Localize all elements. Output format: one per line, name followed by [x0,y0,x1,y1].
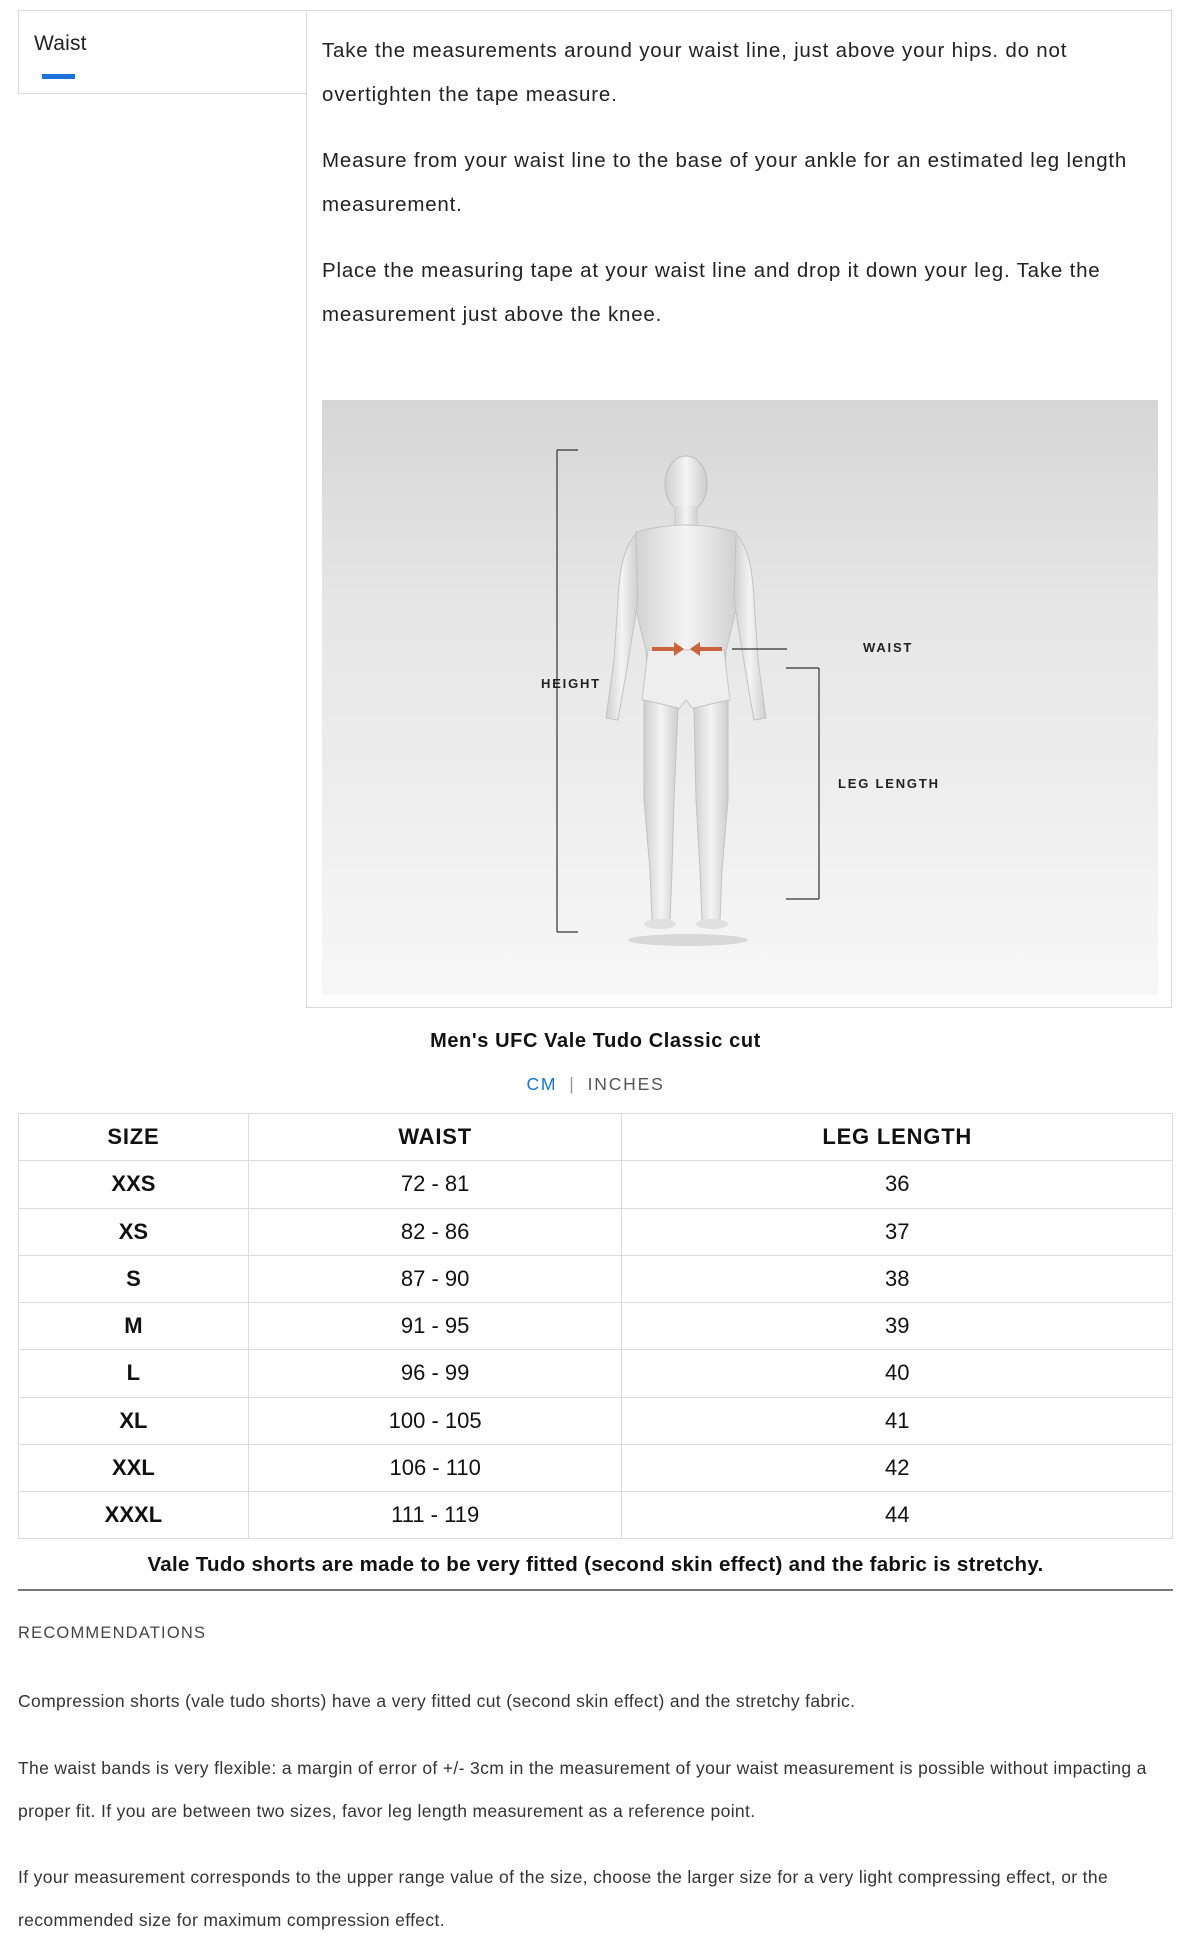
waist-cell: 72 - 81 [248,1161,622,1208]
size-table [18,1113,1173,1539]
size-cell: XL [19,1397,249,1444]
table-row [19,1444,1173,1491]
table-row [19,1397,1173,1444]
header-leg-length: LEG LENGTH [622,1114,1173,1161]
instruction-thigh: Place the measuring tape at your waist line and drop it down your leg. Take the measurement just above the knee. [322,259,1101,326]
leg-length-label: LEG LENGTH [838,776,940,791]
recommendation-paragraph: The waist bands is very flexible: a margin of error of +/- 3cm in the measurement of your waist measurement is possible without impacting a proper fit. If you are between two sizes, favor leg length measurement as a reference point. [18,1758,1147,1821]
leg-length-cell: 36 [622,1161,1173,1208]
measurement-tabs [18,10,307,94]
table-row [19,1255,1173,1302]
waist-cell: 87 - 90 [248,1255,622,1302]
table-row [19,1303,1173,1350]
tab-waist-label: Waist [34,32,87,55]
header-size: SIZE [19,1114,249,1161]
height-label: HEIGHT [541,676,601,691]
table-row [19,1350,1173,1397]
fit-note: Vale Tudo shorts are made to be very fitted (second skin effect) and the fabric is stretchy. [147,1553,1044,1576]
leg-length-cell: 39 [622,1303,1173,1350]
table-row [19,1161,1173,1208]
waist-cell: 96 - 99 [248,1350,622,1397]
leg-length-cell: 37 [622,1208,1173,1255]
leg-length-cell: 42 [622,1444,1173,1491]
table-header-row [19,1114,1173,1161]
size-cell: XXS [19,1161,249,1208]
section-divider [18,1589,1173,1591]
recommendation-paragraph: If your measurement corresponds to the upper range value of the size, choose the larger size for a very light compressing effect, or the recommended size for maximum compression effect. [18,1867,1109,1930]
size-cell: M [19,1303,249,1350]
active-tab-indicator [42,74,75,79]
waist-cell: 82 - 86 [248,1208,622,1255]
size-chart-title: Men's UFC Vale Tudo Classic cut [430,1030,761,1052]
size-cell: XXXL [19,1492,249,1539]
instruction-leg-length: Measure from your waist line to the base of your ankle for an estimated leg length measurement. [322,149,1128,216]
waist-cell: 111 - 119 [248,1492,622,1539]
size-cell: L [19,1350,249,1397]
size-cell: XS [19,1208,249,1255]
body-diagram-illustration [322,400,1158,995]
measurement-panel [306,10,1172,1008]
leg-length-cell: 44 [622,1492,1173,1539]
table-row [19,1492,1173,1539]
recommendations-heading: RECOMMENDATIONS [18,1624,207,1642]
unit-separator: | [569,1074,576,1094]
instruction-waist: Take the measurements around your waist line, just above your hips. do not overtighten the tape measure. [322,39,1068,106]
table-row [19,1208,1173,1255]
header-waist: WAIST [248,1114,622,1161]
size-cell: S [19,1255,249,1302]
leg-length-cell: 41 [622,1397,1173,1444]
waist-cell: 106 - 110 [248,1444,622,1491]
waist-cell: 91 - 95 [248,1303,622,1350]
size-cell: XXL [19,1444,249,1491]
waist-cell: 100 - 105 [248,1397,622,1444]
leg-length-cell: 38 [622,1255,1173,1302]
waist-label: WAIST [863,640,914,655]
measurement-figure [322,400,1158,995]
unit-inches-toggle[interactable]: INCHES [587,1074,665,1094]
recommendation-paragraph: Compression shorts (vale tudo shorts) have a very fitted cut (second skin effect) and the stretchy fabric. [18,1691,856,1711]
leg-length-cell: 40 [622,1350,1173,1397]
unit-toggle [0,1074,1191,1095]
unit-cm-toggle[interactable]: CM [526,1074,558,1094]
